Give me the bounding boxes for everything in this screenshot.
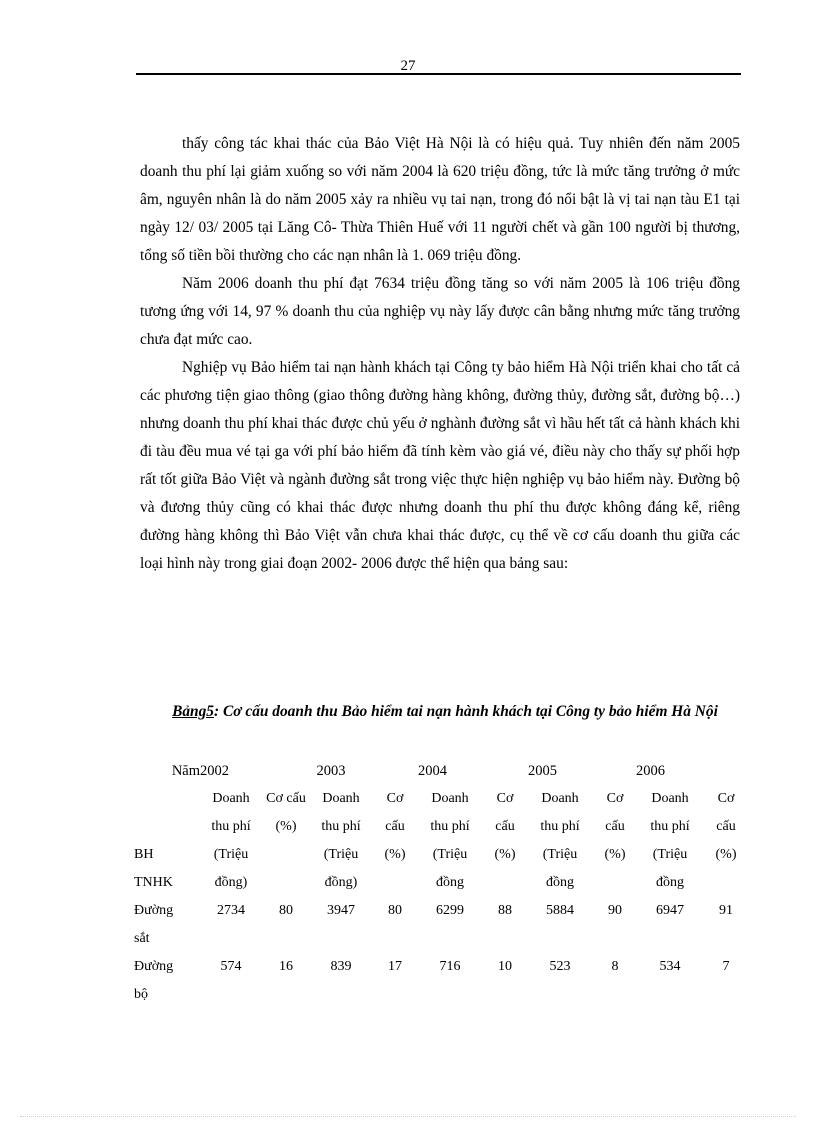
- table-cell: 80: [279, 903, 293, 918]
- table-caption-text: : Cơ cấu doanh thu Bảo hiểm tai nạn hành khách tại Công ty bảo hiểm Hà Nội: [214, 703, 718, 720]
- row-label: bộ: [134, 987, 148, 1002]
- table-cell: 839: [330, 959, 352, 974]
- subheader-cell: [482, 869, 528, 897]
- subheader-cell: Cơ: [717, 791, 735, 806]
- subheader-cell: Doanh: [651, 791, 689, 806]
- subheader-cell: (Triệu: [652, 847, 688, 862]
- revenue-structure-table: [134, 757, 754, 1009]
- subheader-cell: cấu: [385, 819, 405, 834]
- paragraph-3: Nghiệp vụ Bảo hiểm tai nạn hành khách tại Công ty bảo hiểm Hà Nội triển khai cho tất cả các phương tiện giao thông (giao thông đường hàng không, đường thủy, đường sắt, đường bộ…) nhưng doanh thu phí khai thác được chủ yếu ở nghành đường sắt vì hầu hết tất cả hành khách khi đi tàu đều mua vé tại ga với phí bảo hiểm đã tính kèm vào giá vé, điều này cho thấy sự phối hợp rất tốt giữa Bảo Việt và ngành đường sắt trong việc thực hiện nghiệp vụ bảo hiểm này. Đường bộ và đương thủy cũng có khai thác được nhưng doanh thu phí thu được không đáng kể, riêng đường hàng không thì Bảo Việt vẫn chưa khai thác được, cụ thể về cơ cấu doanh thu giữa các loại hình này trong giai đoạn 2002- 2006 được thể hiện qua bảng sau:: [140, 359, 740, 572]
- table-row-road-cont: [134, 981, 750, 1009]
- table-cell: 7: [722, 959, 730, 974]
- subheader-cell: [702, 869, 750, 897]
- table-cell: 6299: [436, 903, 464, 918]
- table-cell: 91: [719, 903, 733, 918]
- subheader-cell: Cơ: [606, 791, 624, 806]
- subheader-cell: đồng): [324, 875, 358, 890]
- table-cell: 3947: [327, 903, 355, 918]
- subheader-row-3: [134, 841, 750, 869]
- year-2006: 2006: [636, 763, 665, 779]
- subheader-cell: (Triệu: [213, 847, 249, 862]
- row-header-label-2: TNHK: [134, 875, 173, 890]
- table-cell: 5884: [546, 903, 574, 918]
- table-cell: 16: [279, 959, 293, 974]
- subheader-cell: [592, 869, 638, 897]
- table-cell: 534: [659, 959, 681, 974]
- table-cell: 17: [388, 959, 402, 974]
- table-cell: 90: [608, 903, 622, 918]
- subheader-cell: [372, 869, 418, 897]
- paragraph-2: Năm 2006 doanh thu phí đạt 7634 triệu đồng tăng so với năm 2005 là 106 triệu đồng tương ứng với 14, 97 % doanh thu của nghiệp vụ này lấy được cân bằng nhưng mức tăng trưởng chưa đạt mức cao.: [140, 275, 740, 348]
- table: [134, 757, 750, 1009]
- subheader-cell: (%): [715, 847, 737, 862]
- subheader-cell: Cơ: [496, 791, 514, 806]
- table-cell: 574: [220, 959, 242, 974]
- table-cell: 80: [388, 903, 402, 918]
- subheader-cell: [262, 841, 310, 869]
- table-cell: 10: [498, 959, 512, 974]
- paragraph-1: thấy công tác khai thác của Bảo Việt Hà Nội là có hiệu quả. Tuy nhiên đến năm 2005 doanh thu phí lại giảm xuống so với năm 2004 là 620 triệu đồng, tức là mức tăng trưởng ở mức âm, nguyên nhân là do năm 2005 xảy ra nhiều vụ tai nạn, trong đó nổi bật là vị tai nạn tàu E1 tại ngày 12/ 03/ 2005 tại Lăng Cô- Thừa Thiên Huế với 11 người chết và gần 100 người bị thương, tổng số tiền bồi thường cho các nạn nhân là 1. 069 triệu đồng.: [140, 135, 740, 264]
- table-cell: 523: [549, 959, 571, 974]
- subheader-cell: thu phí: [650, 819, 690, 834]
- subheader-cell: Cơ: [386, 791, 404, 806]
- header-rule: [136, 73, 741, 75]
- table-cell: 88: [498, 903, 512, 918]
- subheader-cell: đồng: [656, 875, 684, 890]
- subheader-cell: Cơ cấu: [266, 791, 306, 806]
- subheader-row-1: [134, 785, 750, 813]
- table-caption: [150, 697, 740, 727]
- subheader-cell: thu phí: [540, 819, 580, 834]
- row-label: Đường: [134, 959, 174, 974]
- table-caption-label: Bảng5: [172, 703, 215, 720]
- subheader-cell: đồng: [436, 875, 464, 890]
- subheader-cell: (%): [384, 847, 406, 862]
- table-cell: 2734: [217, 903, 245, 918]
- subheader-cell: cấu: [605, 819, 625, 834]
- table-cell: 6947: [656, 903, 684, 918]
- subheader-cell: cấu: [495, 819, 515, 834]
- body-text: [140, 130, 740, 578]
- subheader-row-2: [134, 813, 750, 841]
- subheader-cell: thu phí: [211, 819, 251, 834]
- table-cell: 716: [439, 959, 461, 974]
- subheader-cell: Doanh: [212, 791, 250, 806]
- subheader-cell: đồng: [546, 875, 574, 890]
- subheader-cell: [262, 869, 310, 897]
- subheader-cell: (%): [604, 847, 626, 862]
- row-label: sắt: [134, 931, 150, 946]
- year-2002: 2002: [200, 763, 229, 779]
- table-cell: 8: [611, 959, 619, 974]
- subheader-cell: Doanh: [322, 791, 360, 806]
- subheader-cell: (%): [494, 847, 516, 862]
- corner-label: Năm: [171, 763, 200, 779]
- subheader-cell: (Triệu: [542, 847, 578, 862]
- subheader-cell: đồng): [214, 875, 248, 890]
- page-number: 27: [400, 58, 416, 74]
- subheader-cell: Doanh: [431, 791, 469, 806]
- year-2004: 2004: [418, 763, 447, 779]
- subheader-cell: (%): [275, 819, 297, 834]
- subheader-cell: cấu: [716, 819, 736, 834]
- footer-divider: [20, 1116, 796, 1117]
- table-row-road: [134, 953, 750, 981]
- table-row-rail: [134, 897, 750, 925]
- row-label: Đường: [134, 903, 174, 918]
- subheader-cell: thu phí: [321, 819, 361, 834]
- subheader-cell: (Triệu: [323, 847, 359, 862]
- table-row-rail-cont: [134, 925, 750, 953]
- subheader-cell: thu phí: [430, 819, 470, 834]
- row-header-label-1: BH: [134, 847, 154, 862]
- subheader-cell: (Triệu: [432, 847, 468, 862]
- subheader-row-4: [134, 869, 750, 897]
- subheader-cell: Doanh: [541, 791, 579, 806]
- year-2003: 2003: [316, 763, 346, 779]
- year-header-row: [134, 757, 750, 785]
- year-2005: 2005: [528, 763, 557, 779]
